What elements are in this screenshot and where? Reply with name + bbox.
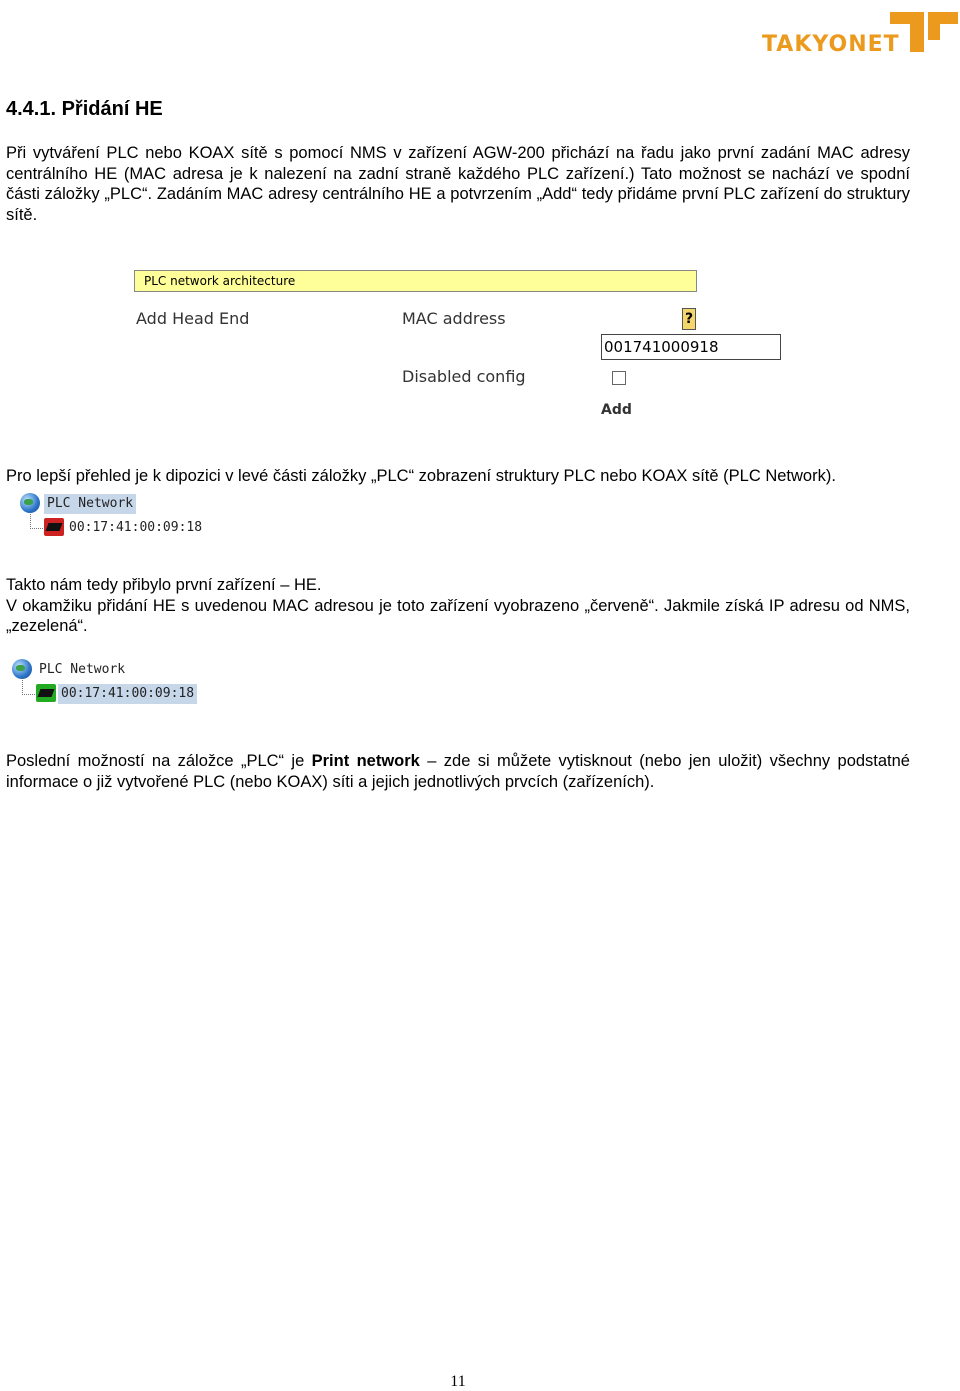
device-green-icon [36, 684, 56, 702]
tree-intro-paragraph [6, 466, 910, 487]
globe-icon [20, 493, 40, 513]
section-heading: 4.4.1. Přidání HE [6, 98, 163, 120]
intro-text: Při vytváření PLC nebo KOAX sítě s pomocí NMS v zařízení AGW-200 přichází na řadu jako první zadání MAC adresy centrálního HE (MAC adresa je k nalezení na zadní straně každého PLC zařízení.) Tato možnost se nachází ve spodní části záložky „PLC“. Zadáním MAC adresy centrálního HE a potvrzením „Add“ tedy přidáme první PLC zařízení do struktury sítě. [6, 144, 910, 224]
mac-address-label: MAC address [402, 309, 506, 328]
globe-icon [12, 659, 32, 679]
logo-mark-icon [890, 10, 958, 56]
disabled-config-label: Disabled config [402, 367, 526, 386]
add-head-end-screenshot [134, 268, 794, 428]
tree-root-item[interactable]: PLC Network [44, 494, 136, 514]
print-network-text [6, 751, 910, 792]
takyonet-logo [762, 10, 958, 56]
page-number: 11 [450, 1373, 466, 1390]
tree-connector [30, 514, 45, 529]
form-title-bar: PLC network architecture [134, 270, 697, 292]
status-line-1: Takto nám tedy přibylo první zařízení – HE. [6, 576, 322, 594]
intro-paragraph [6, 143, 910, 225]
plc-network-tree-red [18, 492, 248, 544]
plc-network-tree-green [10, 658, 240, 710]
tree-connector [22, 680, 37, 695]
print-network-paragraph [6, 751, 910, 792]
disabled-config-checkbox[interactable] [612, 371, 626, 385]
tree-device-item[interactable]: 00:17:41:00:09:18 [69, 520, 203, 535]
tree-intro-text: Pro lepší přehled je k dipozici v levé části záložky „PLC“ zobrazení struktury PLC nebo KOAX sítě (PLC Network). [6, 467, 836, 485]
logo-text: TAKYONET [762, 32, 900, 57]
tree-device-item[interactable]: 00:17:41:00:09:18 [58, 684, 197, 704]
status-line-2: V okamžiku přidání HE s uvedenou MAC adresou je toto zařízení vyobrazeno „červeně“. Jakmile získá IP adresu od NMS, „zezelená“. [6, 596, 910, 635]
print-text-before: Poslední možností na záložce „PLC“ je [6, 752, 312, 770]
tree-root-item[interactable]: PLC Network [39, 662, 126, 677]
print-text-after: – zde si můžete vytisknout (nebo jen uložit) všechny podstatné informace o již vytvořené PLC (nebo KOAX) síti a jejich jednotlivých prvcích (zařízeních). [6, 752, 910, 791]
status-paragraph [6, 575, 910, 637]
print-network-term: Print network [311, 752, 420, 770]
mac-address-input[interactable] [601, 334, 781, 360]
help-icon[interactable]: ? [682, 308, 696, 330]
add-button[interactable]: Add [601, 402, 632, 418]
device-red-icon [44, 518, 64, 536]
add-head-end-label: Add Head End [136, 309, 250, 328]
